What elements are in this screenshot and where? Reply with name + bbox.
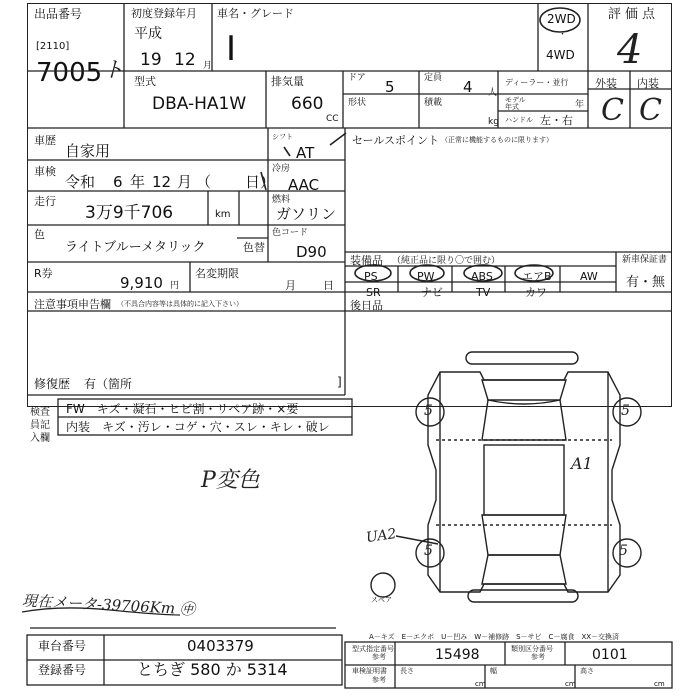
- plate-value: とちぎ 580 か 5314: [137, 660, 288, 679]
- damage-legend: A－キズ E－エクボ U－凹み W－補修跡 S－サビ C－腐食 XX－交換済: [369, 633, 620, 641]
- handle-value: 左・右: [540, 114, 573, 127]
- handwritten-note: P変色: [201, 468, 260, 493]
- car-grade: I: [226, 29, 237, 69]
- first-reg-month-unit: 月: [203, 61, 213, 71]
- recycle-unit: 円: [170, 281, 180, 291]
- warranty-value: 有・無: [626, 275, 666, 290]
- model-designation-sub: 参考: [372, 653, 386, 661]
- interior-label: 内装: [637, 77, 659, 90]
- inspection-label: 車検: [34, 165, 56, 178]
- drive-4wd: 4WD: [546, 48, 575, 62]
- equip-navi: ナビ: [421, 286, 443, 299]
- vehicle-cert-length: 長さ: [400, 667, 414, 675]
- equip-leather: カワ: [525, 286, 547, 299]
- capacity-value: 4: [463, 78, 473, 96]
- repair-value: 有（箇所: [84, 377, 133, 391]
- vehicle-cert-height: 高さ: [580, 667, 594, 675]
- model-designation-value: 15498: [435, 647, 480, 663]
- doors-label: ドア: [348, 73, 366, 83]
- spare-label: スペア: [371, 596, 392, 604]
- sales-point-note: （正常に機能するものに限ります）: [441, 136, 553, 144]
- aftermarket-label: 後日品: [350, 299, 383, 312]
- first-reg-era: 平成: [134, 26, 162, 42]
- shift-label: シフト: [272, 133, 293, 141]
- vehicle-cert-length-unit: cm: [475, 680, 486, 688]
- shape-label: 形状: [348, 98, 367, 108]
- inspector-row1: FW キズ・凝石・ヒビ割・リペア跡・×要: [66, 402, 299, 416]
- class-number-value: 0101: [592, 647, 628, 663]
- equipment-label: 装備品: [350, 254, 383, 267]
- frame-value: 0403379: [187, 637, 254, 655]
- equip-airbag: エアB: [522, 270, 552, 283]
- rating-score: 4: [617, 27, 643, 73]
- class-number-label: 類別区分番号: [511, 645, 553, 653]
- vehicle-cert-sub: 参考: [372, 676, 386, 684]
- tire-mark-fr: 5: [621, 403, 630, 419]
- color-code-value: D90: [296, 243, 327, 261]
- vehicle-cert-width: 幅: [490, 667, 497, 675]
- cooling-label: 冷房: [272, 164, 291, 174]
- repair-close: ]: [337, 375, 342, 389]
- model-designation-label: 型式指定番号: [352, 645, 394, 653]
- doors-value: 5: [385, 78, 395, 96]
- plate-label: 登録番号: [38, 663, 87, 677]
- exterior-grade: C: [601, 93, 624, 128]
- mileage-value: 3万9千706: [85, 203, 174, 223]
- lot-suffix: ト: [102, 58, 125, 83]
- inspection-open: （: [196, 173, 212, 191]
- first-reg-label: 初度登録年月: [131, 7, 197, 20]
- caution-label: 注意事項申告欄: [34, 298, 111, 311]
- repaint-label: 色替: [243, 241, 265, 254]
- car-diagram: [371, 352, 641, 602]
- color-value: ライトブルーメタリック: [65, 240, 206, 255]
- recycle-value: 9,910: [120, 274, 163, 292]
- mileage-unit: km: [215, 209, 231, 220]
- name-change-label: 名変期限: [195, 267, 239, 280]
- equip-aw: AW: [580, 270, 598, 283]
- rating-label: 評価点: [608, 7, 660, 22]
- model-value: DBA-HA1W: [152, 94, 247, 114]
- displacement-value: 660: [291, 94, 324, 114]
- displacement-label: 排気量: [271, 75, 304, 88]
- fuel-label: 燃料: [272, 195, 291, 205]
- inspection-month-unit: 月: [177, 173, 193, 191]
- inspection-close: 日）: [245, 173, 276, 191]
- color-label: 色: [34, 228, 45, 241]
- vehicle-cert-width-unit: cm: [565, 680, 576, 688]
- vehicle-cert-height-unit: cm: [654, 680, 665, 688]
- tire-mark-rr: 5: [619, 543, 628, 559]
- equipment-note: （純正品に限り〇で囲む）: [392, 256, 501, 266]
- model-label: 型式: [134, 75, 156, 88]
- model-year-unit: 年: [575, 100, 585, 110]
- model-year-label: モデル年式: [505, 96, 526, 111]
- equip-sr: SR: [366, 286, 381, 299]
- history-value: 自家用: [65, 142, 111, 160]
- handwriting-strokes: [261, 8, 580, 281]
- cooling-value: AAC: [288, 176, 320, 194]
- equip-ps: PS: [364, 270, 378, 283]
- vehicle-cert-label: 車検証明書: [352, 667, 387, 675]
- tire-mark-fl: 5: [424, 403, 433, 419]
- name-change-month: 月: [285, 279, 296, 292]
- inspection-year-unit: 年: [130, 173, 146, 191]
- fuel-value: ガソリン: [276, 205, 337, 223]
- first-reg-month: 12: [174, 50, 196, 70]
- frame-label: 車台番号: [38, 639, 87, 653]
- shift-value: AT: [296, 144, 315, 162]
- exterior-label: 外装: [595, 77, 617, 90]
- class-number-sub: 参考: [531, 653, 545, 661]
- inspector-row2: 内装 キズ・汚レ・コゲ・穴・スレ・キレ・破レ: [66, 420, 330, 434]
- inspector-label: 検査員記入欄: [30, 407, 50, 444]
- load-unit: kg: [488, 117, 499, 127]
- drive-2wd: 2WD: [547, 12, 576, 26]
- capacity-label: 定員: [424, 73, 443, 83]
- handle-label: ハンドル: [505, 116, 533, 124]
- sales-point-label: セールスポイント: [352, 134, 440, 147]
- equip-tv: TV: [476, 286, 491, 299]
- lot-code: [2110]: [36, 41, 70, 52]
- caution-note: （不具合内容等は具体的に記入下さい）: [117, 300, 243, 308]
- history-label: 車歴: [34, 134, 56, 147]
- load-label: 積載: [424, 98, 443, 108]
- tire-mark-rl: 5: [424, 543, 433, 559]
- car-name-label: 車名・グレード: [217, 7, 294, 20]
- recycle-label: R券: [34, 267, 53, 280]
- capacity-unit: 人: [488, 88, 498, 98]
- color-code-label: 色コード: [272, 228, 309, 238]
- drive-dot: ・: [558, 30, 568, 40]
- repair-label: 修復歴: [34, 377, 71, 391]
- lot-label: 出品番号: [34, 7, 83, 21]
- mileage-label: 走行: [34, 195, 56, 208]
- dealer-label: ディーラー・並行: [505, 78, 569, 87]
- equip-abs: ABS: [471, 270, 493, 283]
- inspection-year: 6: [113, 173, 123, 191]
- inspection-era: 令和: [65, 173, 96, 191]
- interior-grade: C: [639, 93, 662, 128]
- signature: 現在メータ-39706Km ㊥: [21, 591, 196, 619]
- inspection-month: 12: [152, 173, 172, 191]
- name-change-day: 日: [323, 279, 334, 292]
- handwritten-ua2: UA2: [365, 525, 398, 547]
- displacement-unit: CC: [326, 114, 339, 124]
- lot-number: 7005: [36, 58, 103, 88]
- warranty-label: 新車保証書: [622, 255, 668, 265]
- handwritten-a1: A1: [571, 454, 593, 473]
- first-reg-year: 19: [140, 50, 162, 70]
- equip-pw: PW: [417, 270, 435, 283]
